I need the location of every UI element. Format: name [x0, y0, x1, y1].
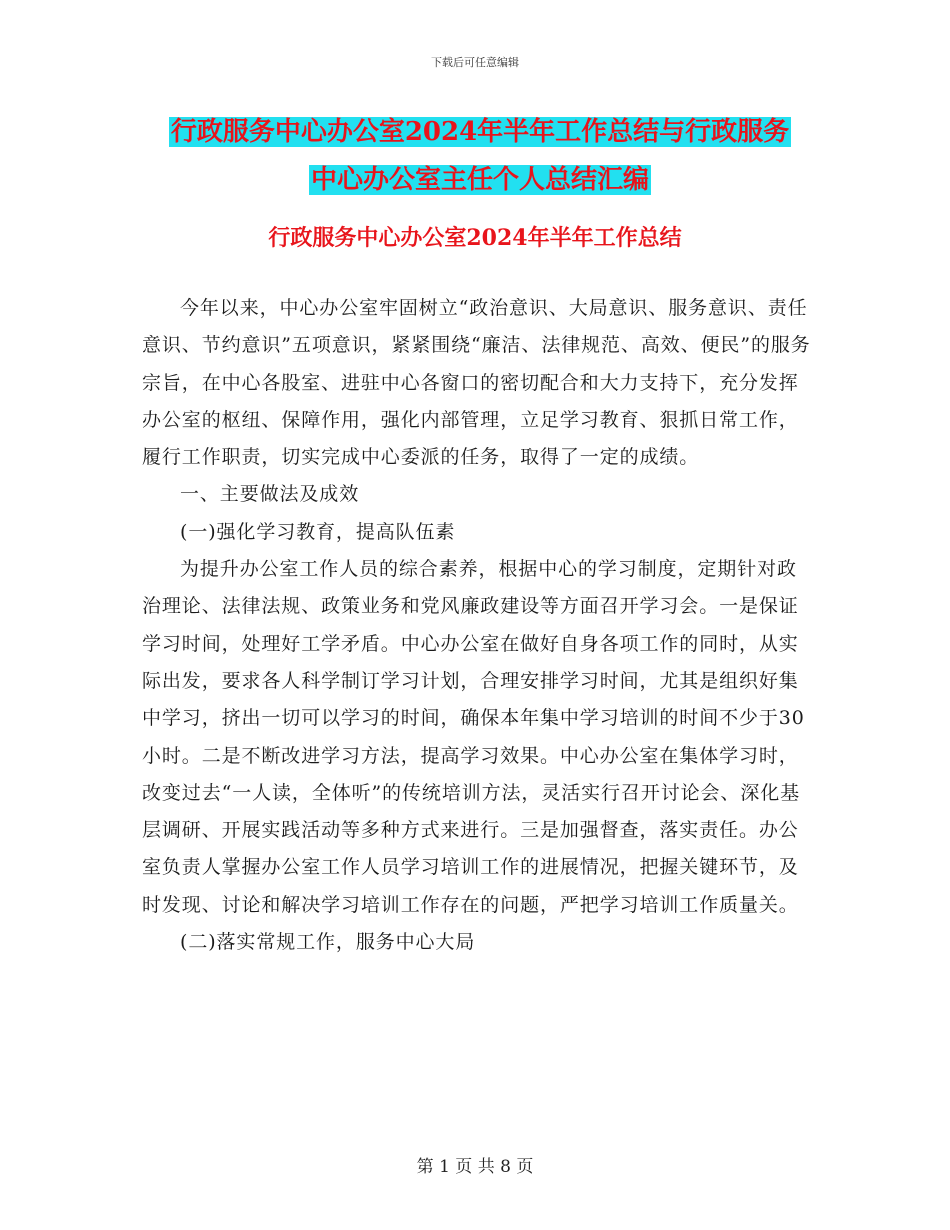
header-note: 下载后可任意编辑: [431, 56, 519, 69]
paragraph-study-education: 为提升办公室工作人员的综合素养，根据中心的学习制度，定期针对政治理论、法律法规、政策业务和党风廉政建设等方面召开学习会。一是保证学习时间，处理好工学矛盾。中心办公室在做好自身各项工作的同时，从实际出发，要求各人科学制订学习计划，合理安排学习时间，尤其是组织好集中学习，挤出一切可以学习的时间，确保本年集中学习培训的时间不少于30小时。二是不断改进学习方法，提高学习效果。中心办公室在集体学习时，改变过去“一人读，全体听”的传统培训方法，灵活实行召开讨论会、深化基层调研、开展实践活动等多种方式来进行。三是加强督查，落实责任。办公室负责人掌握办公室工作人员学习培训工作的进展情况，把握关键环节，及时发现、讨论和解决学习培训工作存在的问题，严把学习培训工作质量关。: [142, 558, 805, 916]
subheading-study-education: (一)强化学习教育，提高队伍素: [180, 520, 456, 543]
document-title-line-2: 中心办公室主任个人总结汇编: [310, 165, 649, 195]
paragraph-intro: 今年以来，中心办公室牢固树立“政治意识、大局意识、服务意识、责任意识、节约意识”五项意识，紧紧围绕“廉洁、法律规范、高效、便民”的服务宗旨，在中心各股室、进驻中心各窗口的密切配合和大力支持下，充分发挥办公室的枢纽、保障作用，强化内部管理，立足学习教育、狠抓日常工作，履行工作职责，切实完成中心委派的任务，取得了一定的成绩。: [142, 297, 811, 469]
document-title-line-1: 行政服务中心办公室2024年半年工作总结与行政服务: [170, 117, 790, 147]
document-body: [142, 290, 812, 961]
document-title: [140, 108, 820, 204]
heading-main-practices: 一、主要做法及成效: [180, 483, 360, 506]
section-title: 行政服务中心办公室2024年半年工作总结: [268, 225, 682, 251]
page-footer: 第 1 页 共 8 页: [416, 1157, 534, 1177]
subheading-routine-work: (二)落实常规工作，服务中心大局: [180, 931, 476, 954]
